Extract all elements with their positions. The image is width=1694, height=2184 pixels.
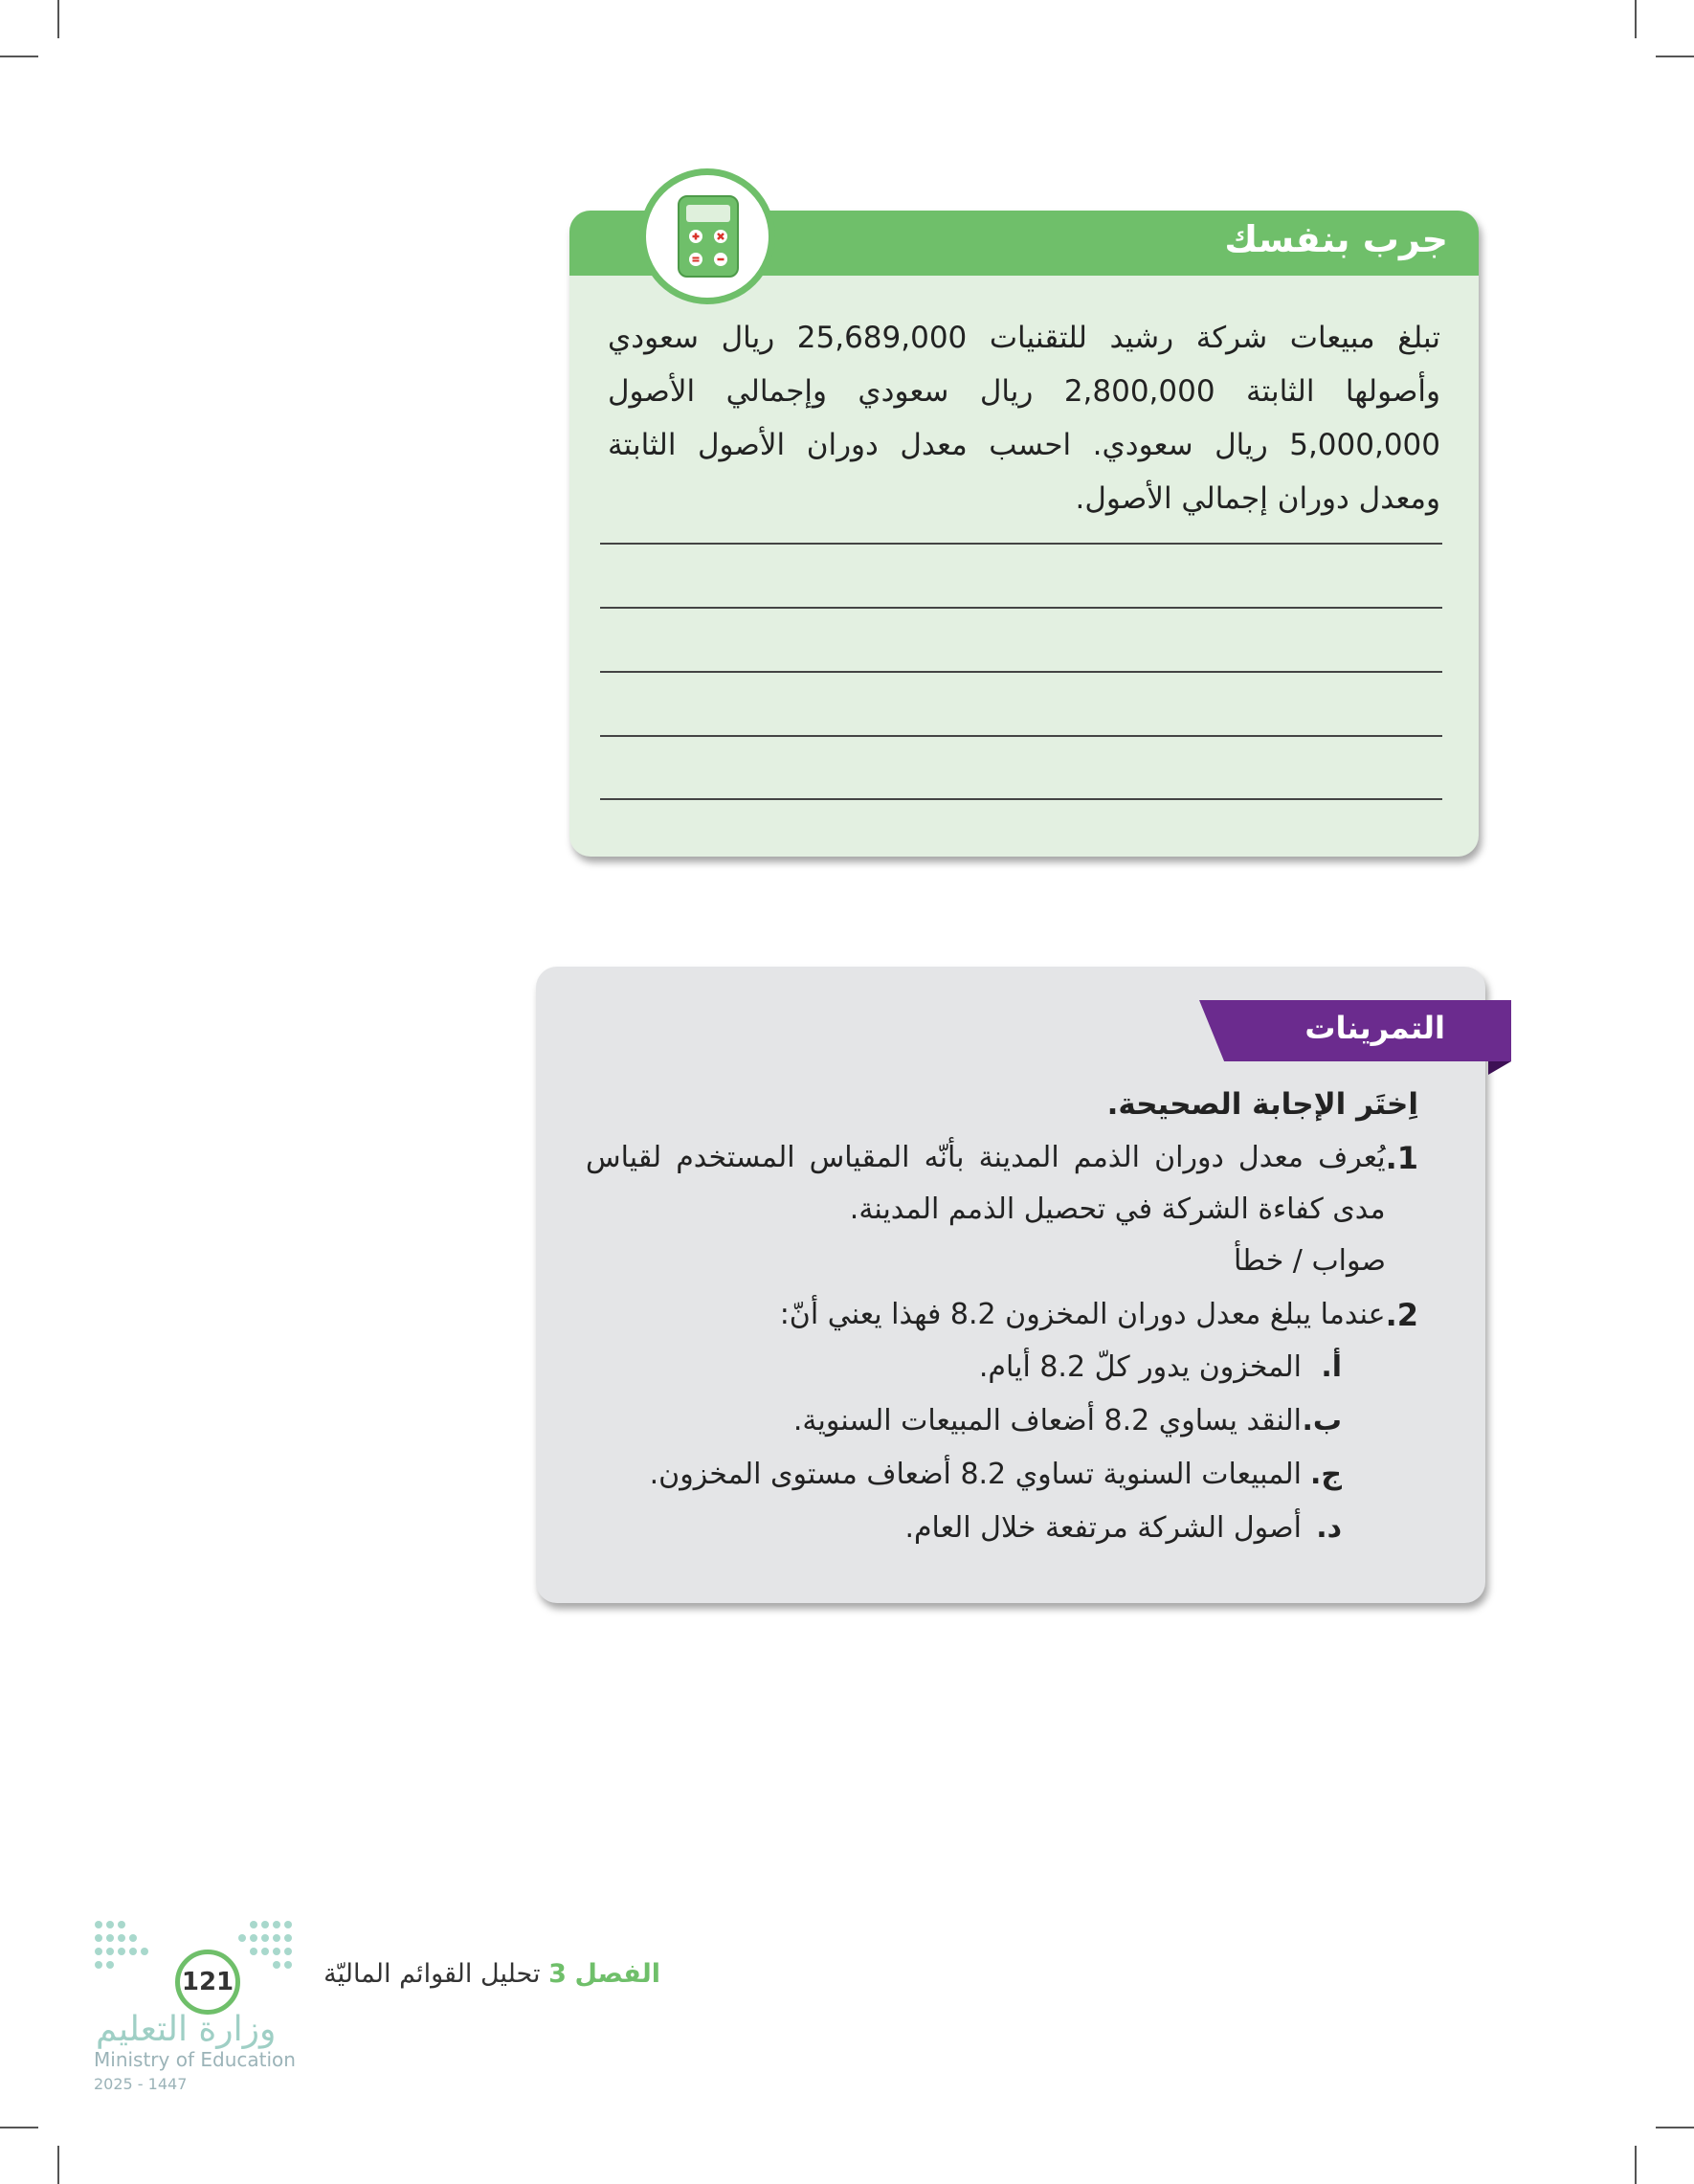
option-item[interactable] bbox=[586, 1341, 1418, 1394]
option-text: المخزون يدور كلّ 8.2 أيام. bbox=[978, 1350, 1302, 1384]
crop-mark bbox=[57, 2146, 59, 2184]
answer-line[interactable] bbox=[600, 543, 1442, 545]
option-letter: ج. bbox=[1309, 1458, 1342, 1491]
option-item[interactable] bbox=[586, 1448, 1418, 1502]
crop-mark bbox=[57, 0, 59, 38]
question-1 bbox=[586, 1132, 1418, 1236]
chapter-number: 3 bbox=[548, 1959, 567, 1989]
option-item[interactable] bbox=[586, 1394, 1418, 1448]
exercises-title: التمرينات bbox=[1304, 1010, 1445, 1046]
option-letter: ب. bbox=[1302, 1404, 1342, 1437]
calculator-icon bbox=[646, 175, 769, 298]
exercises-content bbox=[586, 1077, 1418, 1555]
ministry-year: 2025 - 1447 bbox=[94, 2075, 188, 2093]
chapter-title: تحليل القوائم الماليّة bbox=[323, 1959, 541, 1989]
option-text: المبيعات السنوية تساوي 8.2 أضعاف مستوى المخزون. bbox=[649, 1458, 1302, 1491]
option-text: النقد يساوي 8.2 أضعاف المبيعات السنوية. bbox=[792, 1404, 1302, 1437]
try-yourself-box bbox=[569, 211, 1479, 857]
answer-line[interactable] bbox=[600, 798, 1442, 800]
page-number: 121 bbox=[175, 1950, 240, 2015]
answer-line[interactable] bbox=[600, 671, 1442, 673]
try-yourself-title: جرب بنفسك bbox=[1224, 218, 1448, 260]
question-text: يُعرف معدل دوران الذمم المدينة بأنّه المقياس المستخدم لقياس مدى كفاءة الشركة في تحصيل الذمم المدينة. bbox=[586, 1141, 1386, 1226]
crop-mark bbox=[1635, 0, 1637, 38]
option-text: أصول الشركة مرتفعة خلال العام. bbox=[904, 1511, 1302, 1545]
calculator-badge bbox=[639, 168, 775, 304]
crop-mark bbox=[1656, 56, 1694, 57]
answer-line[interactable] bbox=[600, 607, 1442, 609]
question-number: 1. bbox=[1385, 1140, 1418, 1176]
answer-line[interactable] bbox=[600, 735, 1442, 737]
try-yourself-text: تبلغ مبيعات شركة رشيد للتقنيات 25,689,000 ريال سعودي وأصولها الثابتة 2,800,000 ريال سعودي وإجمالي الأصول 5,000,000 ريال سعودي. احسب معدل دوران الأصول الثابتة ومعدل دوران إجمالي الأصول. bbox=[608, 321, 1440, 516]
option-letter: أ. bbox=[1321, 1350, 1342, 1384]
chapter-label: الفصل bbox=[574, 1959, 660, 1989]
exercises-instruction: اِختَر الإجابة الصحيحة. bbox=[1106, 1087, 1418, 1122]
question-text: عندما يبلغ معدل دوران المخزون 8.2 فهذا يعني أنّ: bbox=[779, 1298, 1386, 1331]
option-letter: د. bbox=[1316, 1511, 1342, 1545]
option-item[interactable] bbox=[586, 1502, 1418, 1555]
crop-mark bbox=[0, 56, 38, 57]
chapter-footer bbox=[287, 1959, 660, 1989]
question-number: 2. bbox=[1385, 1297, 1418, 1333]
ministry-name-arabic: وزارة التعليم bbox=[96, 2010, 277, 2049]
exercises-tag-fold bbox=[1488, 1061, 1511, 1075]
question-2 bbox=[586, 1289, 1418, 1341]
crop-mark bbox=[1635, 2146, 1637, 2184]
true-false-choices[interactable]: صواب / خطأ bbox=[1233, 1244, 1386, 1278]
crop-mark bbox=[0, 2127, 38, 2128]
ministry-name-english: Ministry of Education bbox=[94, 2048, 296, 2071]
crop-mark bbox=[1656, 2127, 1694, 2128]
